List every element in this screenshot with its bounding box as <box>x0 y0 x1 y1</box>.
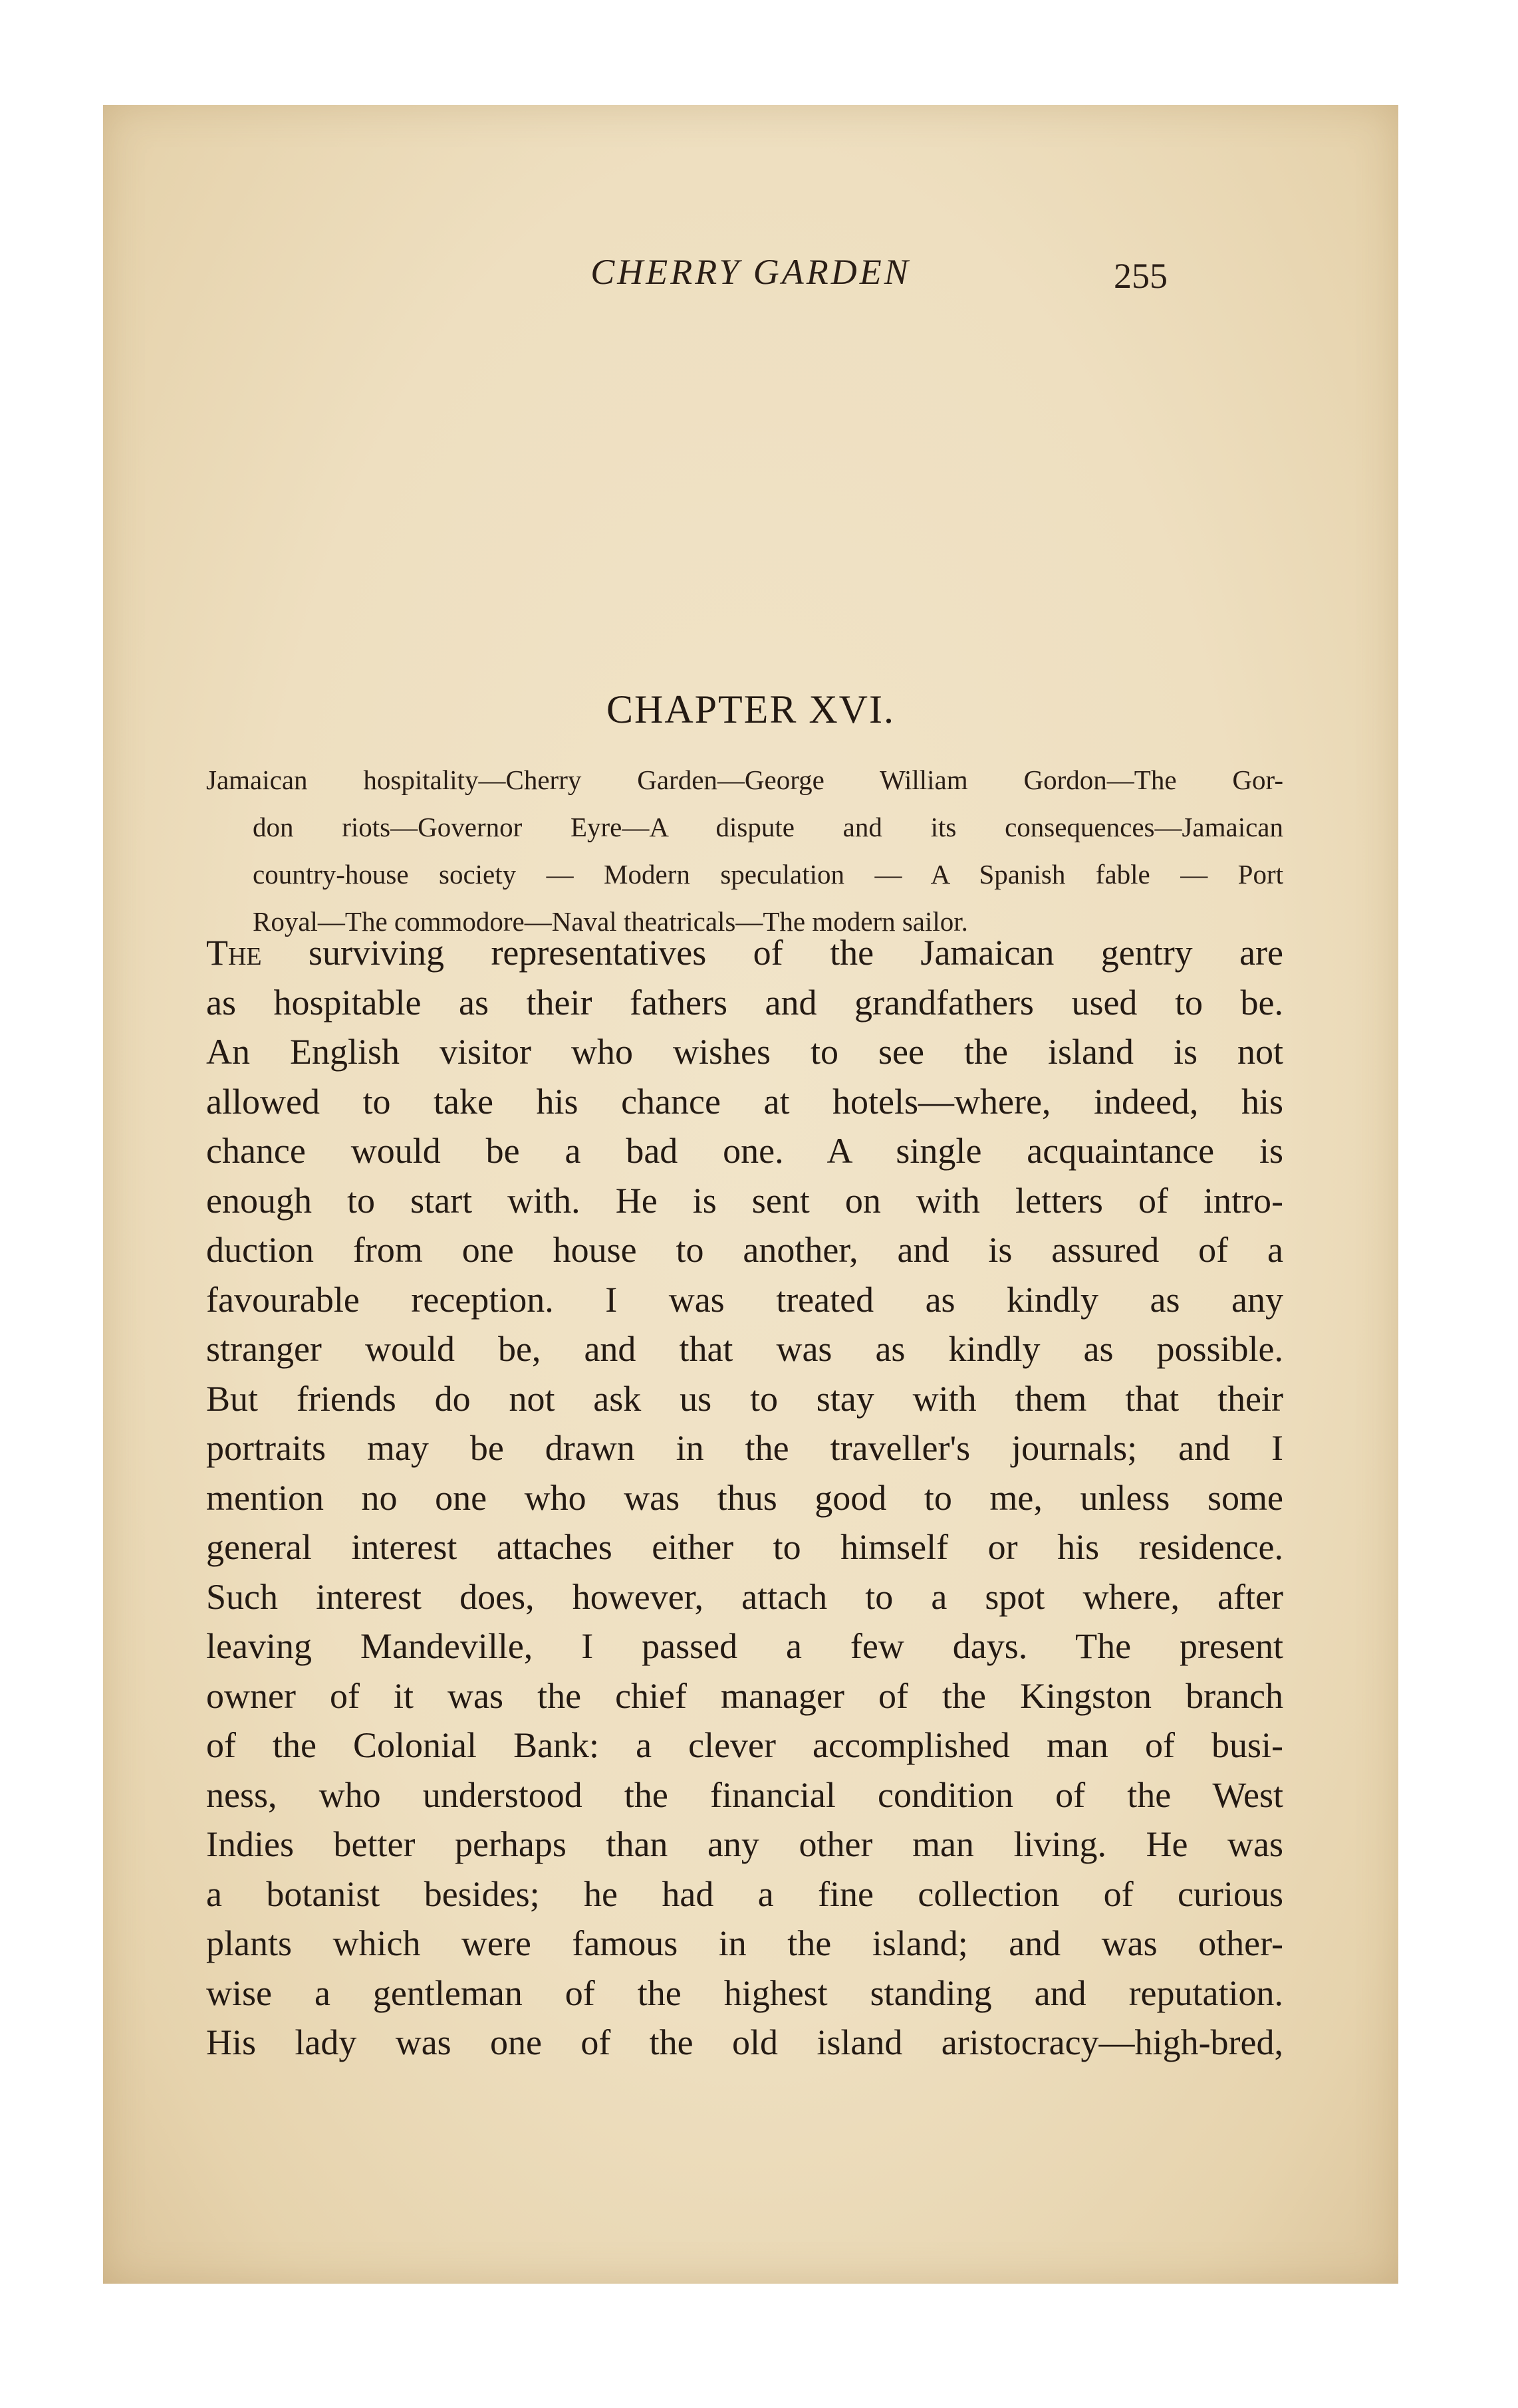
body-line: portraits may be drawn in the traveller's journals; and I <box>206 1428 1283 1468</box>
body-line: enough to start with. He is sent on with letters of intro- <box>206 1180 1283 1221</box>
book-page <box>103 105 1398 2284</box>
body-line: An English visitor who wishes to see the island is not <box>206 1032 1283 1072</box>
body-line: plants which were famous in the island; and was other- <box>206 1923 1283 1963</box>
body-line: leaving Mandeville, I passed a few days. The present <box>206 1626 1283 1666</box>
body-line: as hospitable as their fathers and grandfathers used to be. <box>206 982 1283 1023</box>
body-line: wise a gentleman of the highest standing and reputation. <box>206 1973 1283 2013</box>
running-head <box>103 251 1398 298</box>
body-line <box>206 928 1283 978</box>
first-line-rest: surviving representatives of the Jamaican gentry are <box>261 933 1283 973</box>
synopsis-line: don riots—Governor Eyre—A dispute and its consequences—Jamaican <box>253 812 1283 842</box>
body-line: chance would be a bad one. A single acquaintance is <box>206 1131 1283 1171</box>
body-line: Indies better perhaps than any other man living. He was <box>206 1824 1283 1864</box>
chapter-heading: CHAPTER XVI. <box>606 687 895 731</box>
body-line: favourable reception. I was treated as kindly as any <box>206 1279 1283 1320</box>
body-line: general interest attaches either to himself or his residence. <box>206 1527 1283 1567</box>
body-line: allowed to take his chance at hotels—where, indeed, his <box>206 1081 1283 1122</box>
body-line: mention no one who was thus good to me, unless some <box>206 1477 1283 1518</box>
body-line: owner of it was the chief manager of the Kingston branch <box>206 1675 1283 1716</box>
body-line: Such interest does, however, attach to a spot where, after <box>206 1576 1283 1617</box>
synopsis-line: Jamaican hospitality—Cherry Garden—George William Gordon—The Gor- <box>206 765 1283 795</box>
synopsis-line: country-house society — Modern speculation — A Spanish fable — Port <box>253 859 1283 890</box>
body-line: duction from one house to another, and is assured of a <box>206 1230 1283 1270</box>
synopsis-line: Royal—The commodore—Naval theatricals—The modern sailor. <box>253 906 968 937</box>
body-line: But friends do not ask us to stay with them that their <box>206 1378 1283 1419</box>
body-line: His lady was one of the old island aristocracy—high-bred, <box>206 2022 1283 2062</box>
page-number: 255 <box>1114 256 1168 296</box>
opening-word: The <box>206 933 262 973</box>
body-line: stranger would be, and that was as kindly as possible. <box>206 1329 1283 1369</box>
body-line: a botanist besides; he had a fine collection of curious <box>206 1873 1283 1914</box>
body-text <box>206 928 1283 2068</box>
running-title: CHERRY GARDEN <box>590 252 911 292</box>
chapter-synopsis <box>206 757 1283 945</box>
body-line: of the Colonial Bank: a clever accomplished man of busi- <box>206 1725 1283 1765</box>
body-line: ness, who understood the financial condition of the West <box>206 1774 1283 1815</box>
